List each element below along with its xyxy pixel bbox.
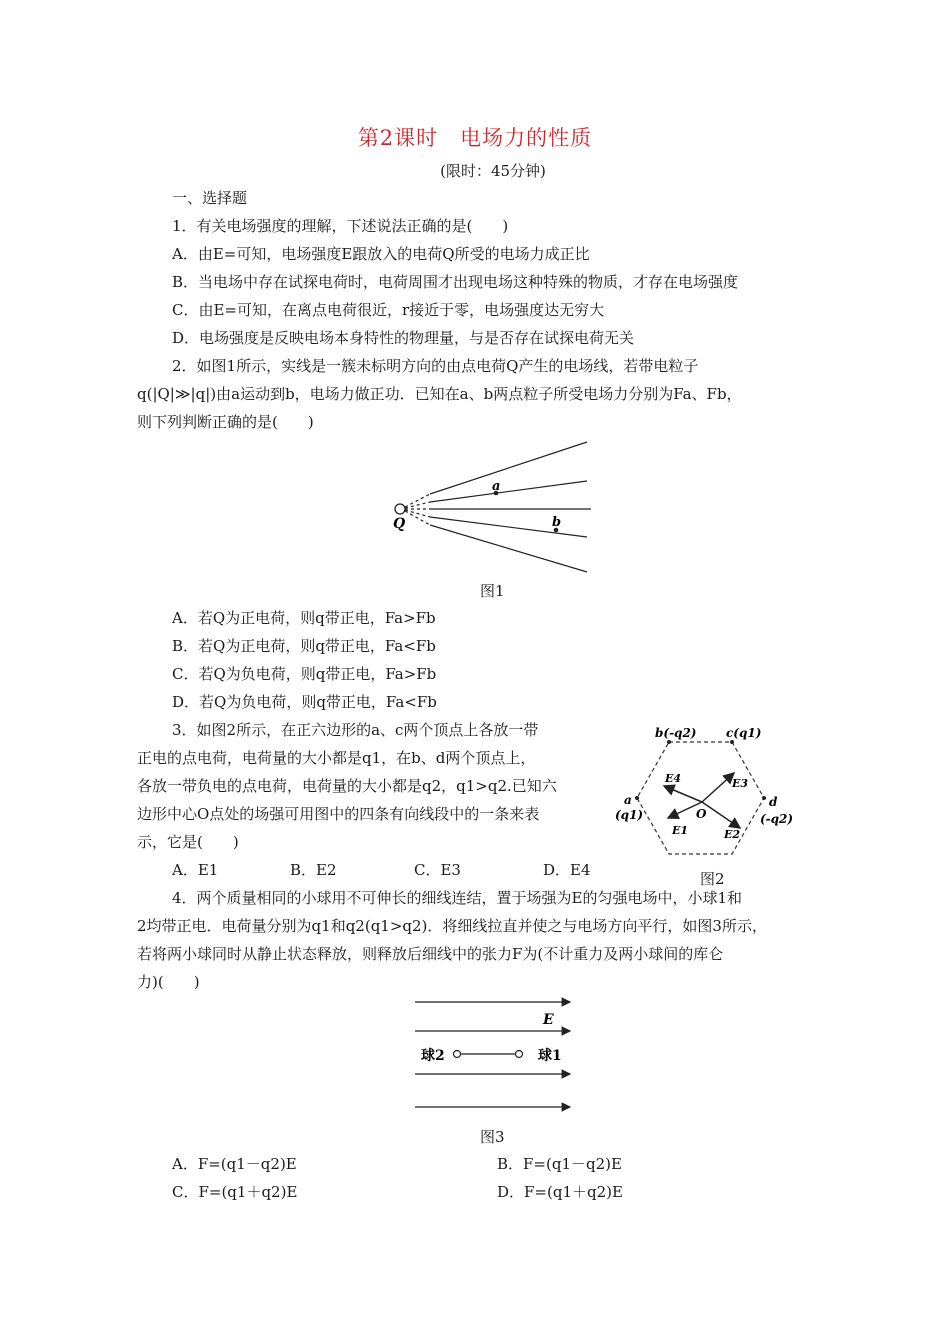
label-vertex-c: c(q1) bbox=[726, 726, 762, 740]
label-ball-1: 球1 bbox=[538, 1048, 562, 1064]
q2-option-c: C．若Q为负电荷，则q带正电，Fa>Fb bbox=[172, 665, 437, 683]
q2-stem-line-2: q(|Q|≫|q|)由a运动到b，电场力做正功．已知在a、b两点粒子所受电场力分别为Fa、Fb， bbox=[137, 385, 742, 403]
field-line-2 bbox=[430, 481, 587, 502]
field-line-1 bbox=[430, 442, 587, 494]
q2-stem-line-1: 2．如图1所示，实线是一簇未标明方向的由点电荷Q产生的电场线，若带电粒子 bbox=[172, 357, 699, 375]
q4-stem-line-2: 2均带正电．电荷量分别为q1和q2(q1>q2)．将细线拉直并使之与电场方向平行，如图3所示， bbox=[137, 917, 767, 935]
field-line-4 bbox=[430, 517, 587, 537]
q3-stem-line-3: 各放一带负电的点电荷，电荷量的大小都是q2，q1>q2.已知六 bbox=[137, 777, 557, 795]
q4-option-c: C．F=(q1＋q2)E bbox=[172, 1183, 298, 1201]
label-a: a bbox=[492, 479, 501, 494]
label-b: b bbox=[552, 515, 562, 530]
vector-e3 bbox=[702, 773, 734, 802]
figure-1-caption: 图1 bbox=[480, 582, 505, 600]
label-e4: E4 bbox=[665, 772, 682, 785]
section-heading: 一、选择题 bbox=[172, 189, 248, 207]
label-vertex-b: b(-q2) bbox=[655, 726, 697, 740]
q2-stem-line-3: 则下列判断正确的是( ) bbox=[137, 413, 314, 431]
label-e1: E1 bbox=[672, 824, 689, 837]
q3-stem-line-1: 3．如图2所示，在正六边形的a、c两个顶点上各放一带 bbox=[172, 721, 539, 739]
q1-stem: 1．有关电场强度的理解，下述说法正确的是( ) bbox=[172, 217, 509, 235]
figure-3-caption: 图3 bbox=[480, 1128, 505, 1146]
q3-stem-line-2: 正电的点电荷，电荷量的大小都是q1，在b、d两个顶点上， bbox=[137, 749, 536, 767]
label-vertex-a: a bbox=[624, 793, 632, 807]
ball-1 bbox=[516, 1051, 523, 1058]
q4-option-b: B．F=(q1－q2)E bbox=[497, 1155, 622, 1173]
q4-stem-line-3: 若将两小球同时从静止状态释放，则释放后细线中的张力F为(不计重力及两小球间的库仑 bbox=[137, 945, 724, 963]
label-vertex-a-charge: (q1) bbox=[615, 808, 644, 822]
label-e: E bbox=[543, 1012, 554, 1028]
label-q: Q bbox=[393, 516, 406, 532]
ball-2 bbox=[454, 1051, 461, 1058]
charge-q-circle bbox=[395, 504, 405, 514]
page-title: 第2课时 电场力的性质 bbox=[357, 126, 593, 150]
q1-option-d: D．电场强度是反映电场本身特性的物理量，与是否存在试探电荷无关 bbox=[172, 329, 635, 347]
q4-stem-line-4: 力)( ) bbox=[137, 973, 200, 991]
figure-2-caption: 图2 bbox=[700, 870, 725, 888]
field-line-5 bbox=[430, 525, 587, 572]
label-ball-2: 球2 bbox=[421, 1048, 445, 1064]
q2-option-a: A．若Q为正电荷，则q带正电，Fa>Fb bbox=[172, 609, 436, 627]
q1-option-a: A．由E=可知，电场强度E跟放入的电荷Q所受的电场力成正比 bbox=[172, 245, 590, 263]
q4-option-d: D．F=(q1＋q2)E bbox=[497, 1183, 623, 1201]
time-limit: (限时：45分钟) bbox=[440, 162, 546, 180]
label-center-o: O bbox=[696, 807, 707, 821]
q3-option-c: C．E3 bbox=[414, 861, 461, 879]
q3-stem-line-5: 示，它是( ) bbox=[137, 833, 239, 851]
q2-option-d: D．若Q为负电荷，则q带正电，Fa<Fb bbox=[172, 693, 437, 711]
label-vertex-d: d bbox=[769, 795, 778, 809]
figure-2-hexagon bbox=[612, 720, 802, 885]
q3-option-b: B．E2 bbox=[290, 861, 337, 879]
label-e3: E3 bbox=[732, 777, 749, 790]
q4-stem-line-1: 4．两个质量相同的小球用不可伸长的细线连结，置于场强为E的匀强电场中，小球1和 bbox=[172, 889, 743, 907]
vector-e4 bbox=[664, 786, 702, 802]
q1-option-b: B．当电场中存在试探电荷时，电荷周围才出现电场这种特殊的物质，才存在电场强度 bbox=[172, 273, 739, 291]
figure-3-uniform-field bbox=[405, 994, 580, 1116]
q3-stem-line-4: 边形中心O点处的场强可用图中的四条有向线段中的一条来表 bbox=[137, 805, 540, 823]
figure-1-field-lines bbox=[380, 436, 600, 578]
q1-option-c: C．由E=可知，在离点电荷很近，r接近于零，电场强度达无穷大 bbox=[172, 301, 605, 319]
vector-e2 bbox=[702, 802, 740, 828]
q2-option-b: B．若Q为正电荷，则q带正电，Fa<Fb bbox=[172, 637, 436, 655]
q3-option-a: A．E1 bbox=[172, 861, 219, 879]
q3-option-d: D．E4 bbox=[543, 861, 591, 879]
q4-option-a: A．F=(q1－q2)E bbox=[172, 1155, 297, 1173]
label-vertex-d-charge: (-q2) bbox=[760, 812, 794, 826]
label-e2: E2 bbox=[724, 828, 741, 841]
hexagon-outline bbox=[637, 742, 764, 854]
